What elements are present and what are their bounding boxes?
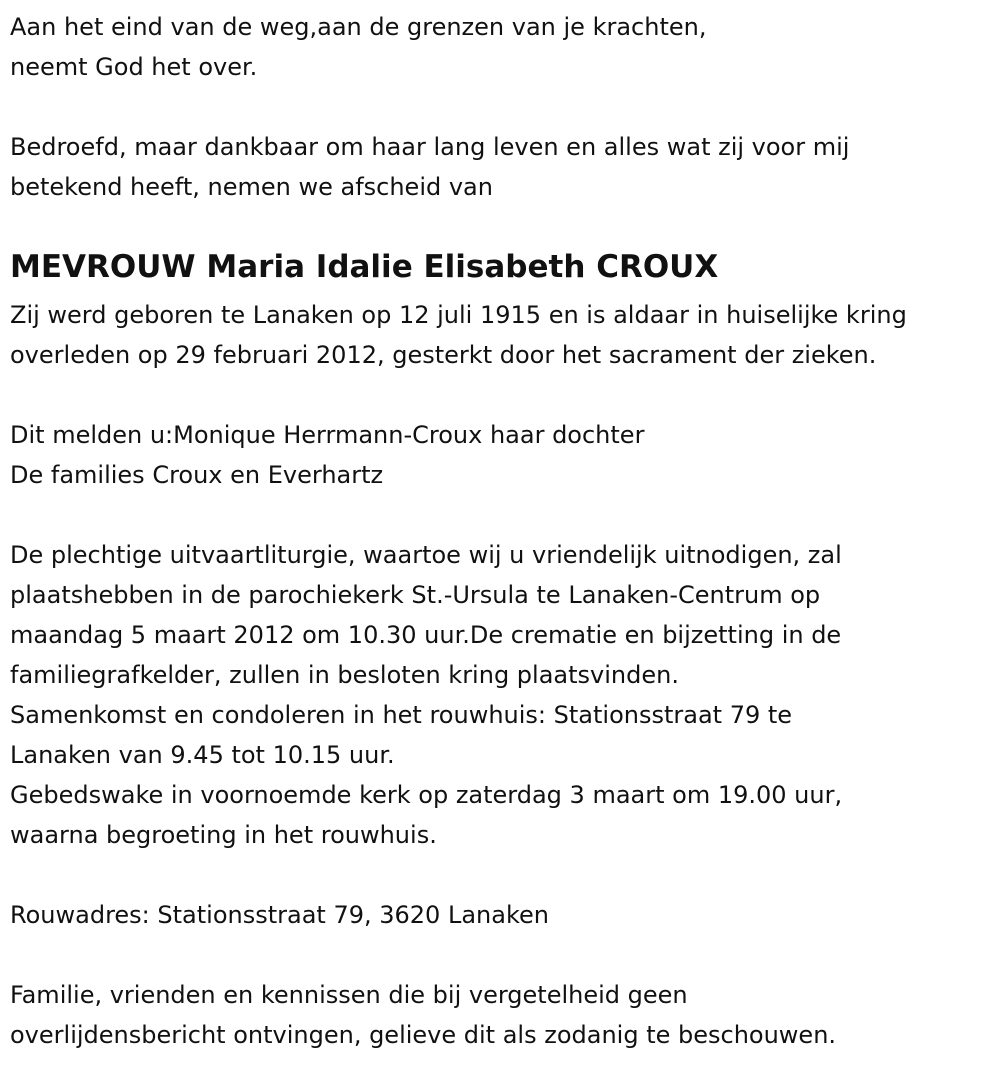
text-line: familiegrafkelder, zullen in besloten kring plaatsvinden.: [10, 661, 679, 689]
intro-paragraph: [10, 7, 1000, 87]
text-line: Samenkomst en condoleren in het rouwhuis: Stationsstraat 79 te: [10, 701, 793, 729]
text-line: neemt God het over.: [10, 53, 258, 81]
text-line: overleden op 29 februari 2012, gesterkt door het sacrament der zieken.: [10, 341, 877, 369]
text-line: maandag 5 maart 2012 om 10.30 uur.De crematie en bijzetting in de: [10, 621, 842, 649]
text-line: overlijdensbericht ontvingen, gelieve dit als zodanig te beschouwen.: [10, 1021, 837, 1049]
address-paragraph: [10, 895, 1000, 935]
text-line: betekend heeft, nemen we afscheid van: [10, 173, 493, 201]
text-line: Gebedswake in voornoemde kerk op zaterdag 3 maart om 19.00 uur,: [10, 781, 843, 809]
closing-paragraph: [10, 975, 1000, 1055]
ceremony-paragraph: [10, 535, 1000, 855]
text-line: plaatshebben in de parochiekerk St.-Ursula te Lanaken-Centrum op: [10, 581, 821, 609]
text-line: Aan het eind van de weg,aan de grenzen van je krachten,: [10, 13, 707, 41]
bio-paragraph: [10, 295, 1000, 375]
text-line: De families Croux en Everhartz: [10, 461, 384, 489]
text-line: Lanaken van 9.45 tot 10.15 uur.: [10, 741, 395, 769]
family-paragraph: [10, 415, 1000, 495]
text-line: Dit melden u:Monique Herrmann-Croux haar dochter: [10, 421, 645, 449]
text-line: Bedroefd, maar dankbaar om haar lang leven en alles wat zij voor mij: [10, 133, 850, 161]
text-line: Familie, vrienden en kennissen die bij vergetelheid geen: [10, 981, 688, 1009]
farewell-paragraph: [10, 127, 1000, 207]
text-line: Rouwadres: Stationsstraat 79, 3620 Lanaken: [10, 901, 549, 929]
text-line: waarna begroeting in het rouwhuis.: [10, 821, 437, 849]
text-line: Zij werd geboren te Lanaken op 12 juli 1915 en is aldaar in huiselijke kring: [10, 301, 907, 329]
deceased-name-heading: MEVROUW Maria Idalie Elisabeth CROUX: [10, 249, 719, 285]
text-line: De plechtige uitvaartliturgie, waartoe wij u vriendelijk uitnodigen, zal: [10, 541, 842, 569]
